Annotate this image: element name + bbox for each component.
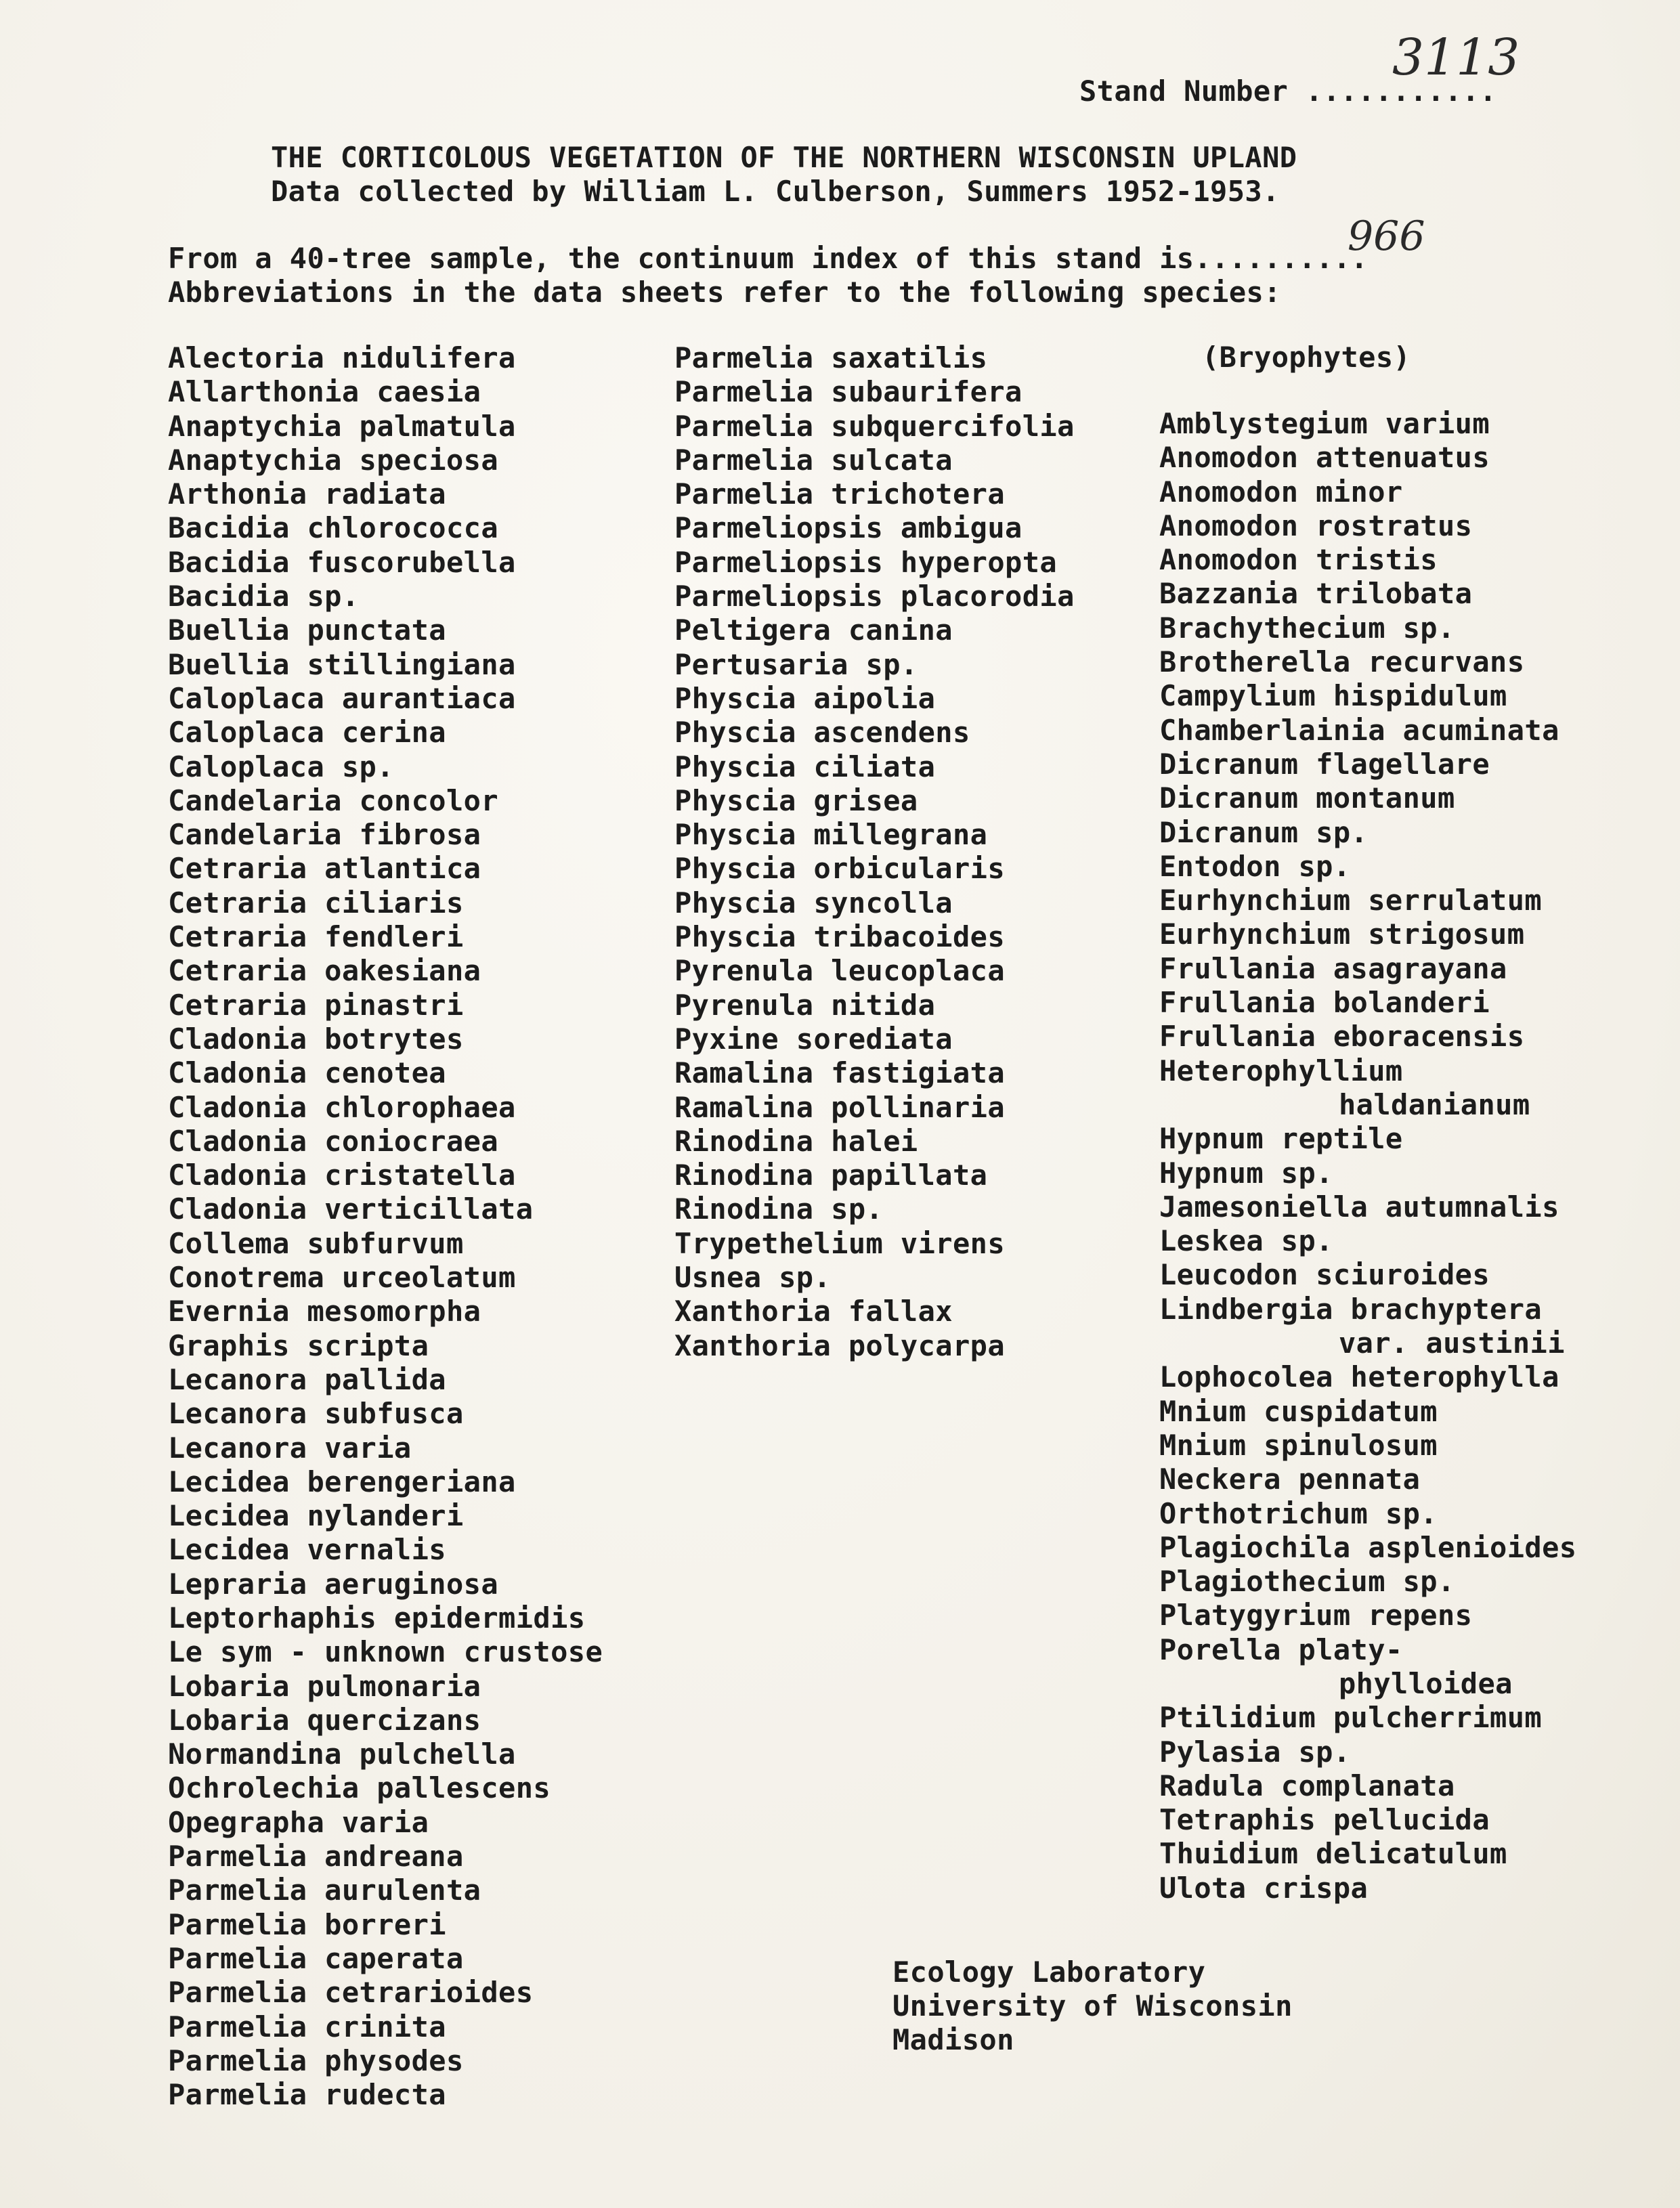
species-list-item: Lepraria aeruginosa — [168, 1567, 499, 1601]
bryophyte-list-item: Leskea sp. — [1159, 1224, 1333, 1258]
species-list-item: Candelaria concolor — [168, 783, 499, 817]
species-list-item: Cetraria oakesiana — [168, 954, 481, 988]
bryophyte-list-item: Dicranum flagellare — [1159, 747, 1490, 781]
bryophyte-list-item: Lophocolea heterophylla — [1159, 1360, 1559, 1394]
species-list-item: Parmelia rudecta — [168, 2078, 446, 2112]
footer-line: Ecology Laboratory — [892, 1955, 1206, 1989]
species-list-item: Lobaria quercizans — [168, 1703, 481, 1737]
species-list-item: Buellia stillingiana — [168, 647, 516, 681]
species-list-item: Parmelia subquercifolia — [674, 409, 1075, 443]
species-list-item: Lecidea nylanderi — [168, 1499, 464, 1533]
species-list-item: Physcia aipolia — [674, 681, 936, 715]
species-column-1 — [168, 341, 603, 2112]
document-subtitle: Data collected by William L. Culberson, Summers 1952-1953. — [271, 175, 1280, 208]
bryophytes-heading: (Bryophytes) — [1202, 341, 1411, 374]
species-list-item: Arthonia radiata — [168, 477, 446, 511]
bryophyte-list-item: Ulota crispa — [1159, 1871, 1369, 1905]
stand-number-label: Stand Number ........... — [1079, 74, 1497, 108]
document-title: THE CORTICOLOUS VEGETATION OF THE NORTHERN WISCONSIN UPLAND — [271, 141, 1297, 174]
bryophyte-list-item: Thuidium delicatulum — [1159, 1837, 1507, 1871]
species-list-item: Parmeliopsis ambigua — [674, 511, 1022, 545]
species-list-item: Caloplaca cerina — [168, 716, 446, 750]
species-list-item: Rinodina sp. — [674, 1192, 884, 1226]
species-list-item: Parmelia caperata — [168, 1941, 464, 1975]
species-list-item: Caloplaca aurantiaca — [168, 681, 516, 715]
species-list-item: Lecidea berengeriana — [168, 1465, 516, 1498]
bryophyte-list-item: Leucodon sciuroides — [1159, 1258, 1490, 1292]
species-list-item: Bacidia sp. — [168, 580, 360, 613]
species-list-item: Physcia orbicularis — [674, 852, 1006, 886]
bryophyte-list-item: Frullania eboracensis — [1159, 1020, 1525, 1054]
bryophyte-list-item: Platygyrium repens — [1159, 1599, 1473, 1632]
species-list-item: Parmelia subaurifera — [674, 375, 1022, 409]
bryophyte-list-item: Anomodon attenuatus — [1159, 441, 1490, 475]
bryophyte-list-item: Heterophyllium — [1159, 1054, 1403, 1087]
species-list-item: Lecanora subfusca — [168, 1397, 464, 1431]
bryophyte-list-item: Mnium spinulosum — [1159, 1428, 1438, 1462]
species-list-item: Bacidia fuscorubella — [168, 545, 516, 579]
bryophyte-list-item: Dicranum sp. — [1159, 815, 1369, 849]
species-list-item: Cetraria atlantica — [168, 852, 481, 886]
species-list-item: Physcia millegrana — [674, 818, 988, 852]
species-column-2 — [674, 341, 1075, 1363]
species-list-item: Cladonia coniocraea — [168, 1124, 499, 1158]
bryophyte-list-item: Anomodon minor — [1159, 475, 1403, 508]
species-list-item: Cladonia verticillata — [168, 1192, 534, 1226]
species-list-item: Graphis scripta — [168, 1328, 429, 1362]
species-list-item: Caloplaca sp. — [168, 750, 394, 783]
footer-address — [892, 1955, 1293, 2057]
species-list-item: Parmeliopsis placorodia — [674, 580, 1075, 613]
stand-number-handwritten: 3113 — [1392, 28, 1520, 87]
bryophyte-list-item: Anomodon rostratus — [1159, 508, 1473, 542]
species-list-item: Lecidea vernalis — [168, 1533, 446, 1567]
species-list-item: Parmelia trichotera — [674, 477, 1006, 511]
species-list-item: Peltigera canina — [674, 613, 953, 647]
species-list-item: Cladonia chlorophaea — [168, 1090, 516, 1124]
species-list-item: Conotrema urceolatum — [168, 1261, 516, 1295]
species-list-item: Parmelia crinita — [168, 2010, 446, 2043]
species-list-item: Pertusaria sp. — [674, 647, 918, 681]
bryophyte-list-item: Amblystegium varium — [1159, 407, 1490, 440]
bryophyte-list-item: Radula complanata — [1159, 1769, 1455, 1802]
species-list-item: Cladonia botrytes — [168, 1022, 464, 1056]
bryophyte-list-item: Ptilidium pulcherrimum — [1159, 1701, 1543, 1735]
species-list-item: Physcia tribacoides — [674, 920, 1006, 954]
bryophyte-list-item: Entodon sp. — [1159, 849, 1351, 883]
bryophyte-list-item: Orthotrichum sp. — [1159, 1496, 1438, 1530]
bryophyte-list-item: Brachythecium sp. — [1159, 611, 1455, 645]
bryophyte-list-item: Dicranum montanum — [1159, 781, 1455, 815]
species-list-item: Parmelia sulcata — [674, 443, 953, 477]
bryophyte-list-item: Plagiochila asplenioides — [1159, 1530, 1577, 1564]
species-list-item: Anaptychia speciosa — [168, 443, 499, 477]
species-list-item: Physcia ciliata — [674, 750, 936, 783]
species-list-item: Xanthoria polycarpa — [674, 1328, 1006, 1362]
abbreviations-note: Abbreviations in the data sheets refer to the following species: — [168, 276, 1281, 309]
bryophyte-list-item: Eurhynchium serrulatum — [1159, 884, 1543, 917]
bryophyte-list-item: var. austinii — [1339, 1326, 1565, 1360]
species-list-item: Lobaria pulmonaria — [168, 1669, 481, 1703]
bryophyte-list-item: Bazzania trilobata — [1159, 577, 1473, 611]
footer-line: Madison — [892, 2023, 1014, 2056]
bryophyte-list-item: Hypnum reptile — [1159, 1122, 1403, 1156]
species-list-item: Usnea sp. — [674, 1261, 832, 1295]
bryophyte-list-item: Eurhynchium strigosum — [1159, 917, 1525, 951]
species-list-item: Cetraria pinastri — [168, 988, 464, 1022]
bryophyte-list-item: Tetraphis pellucida — [1159, 1803, 1490, 1837]
species-list-item: Parmelia borreri — [168, 1907, 446, 1941]
species-list-item: Lecanora pallida — [168, 1362, 446, 1396]
species-list-item: Pyxine sorediata — [674, 1022, 953, 1056]
species-list-item: Trypethelium virens — [674, 1226, 1006, 1260]
bryophyte-list-item: Lindbergia brachyptera — [1159, 1292, 1543, 1326]
bryophyte-list-item: Anomodon tristis — [1159, 543, 1438, 577]
bryophyte-list-item: Brotherella recurvans — [1159, 645, 1525, 679]
bryophyte-list-item: phylloidea — [1339, 1666, 1513, 1700]
species-list-item: Parmelia andreana — [168, 1840, 464, 1874]
species-list-item: Candelaria fibrosa — [168, 818, 481, 852]
species-list-item: Buellia punctata — [168, 613, 446, 647]
species-list-item: Lecanora varia — [168, 1431, 412, 1465]
species-list-item: Parmelia aurulenta — [168, 1874, 481, 1907]
continuum-index-label: From a 40-tree sample, the continuum index of this stand is.......... — [168, 242, 1369, 275]
species-list-item: Evernia mesomorpha — [168, 1295, 481, 1328]
species-list-item: Leptorhaphis epidermidis — [168, 1601, 586, 1635]
species-list-item: Parmelia saxatilis — [674, 341, 988, 374]
species-list-item: Rinodina halei — [674, 1124, 918, 1158]
bryophyte-list-item: Pylasia sp. — [1159, 1735, 1351, 1769]
footer-line: University of Wisconsin — [892, 1989, 1293, 2022]
species-list-item: Le sym - unknown crustose — [168, 1635, 603, 1669]
species-list-item: Parmelia cetrarioides — [168, 1976, 534, 2010]
species-list-item: Physcia grisea — [674, 783, 918, 817]
species-list-item: Ramalina fastigiata — [674, 1056, 1006, 1090]
bryophyte-list-item: Frullania bolanderi — [1159, 986, 1490, 1020]
species-list-item: Collema subfurvum — [168, 1226, 464, 1260]
species-list-item: Parmelia physodes — [168, 2043, 464, 2077]
bryophyte-list-item: Mnium cuspidatum — [1159, 1394, 1438, 1428]
species-list-item: Xanthoria fallax — [674, 1295, 953, 1328]
bryophyte-list-item: Chamberlainia acuminata — [1159, 713, 1559, 747]
continuum-index-handwritten: 966 — [1348, 213, 1425, 260]
species-list-item: Cetraria fendleri — [168, 920, 464, 954]
species-list-item: Allarthonia caesia — [168, 375, 481, 409]
bryophyte-list-item: Porella platy- — [1159, 1632, 1403, 1666]
species-list-item: Pyrenula leucoplaca — [674, 954, 1006, 988]
species-list-item: Cladonia cenotea — [168, 1056, 446, 1090]
species-list-item: Bacidia chlorococca — [168, 511, 499, 545]
species-list-item: Ramalina pollinaria — [674, 1090, 1006, 1124]
bryophyte-list-item: Jamesoniella autumnalis — [1159, 1190, 1559, 1224]
species-list-item: Opegrapha varia — [168, 1805, 429, 1839]
species-list-item: Rinodina papillata — [674, 1159, 988, 1192]
species-list-item: Alectoria nidulifera — [168, 341, 516, 374]
bryophyte-list-item: Hypnum sp. — [1159, 1156, 1333, 1190]
species-list-item: Cetraria ciliaris — [168, 886, 464, 919]
species-list-item: Anaptychia palmatula — [168, 409, 516, 443]
species-list-item: Parmeliopsis hyperopta — [674, 545, 1058, 579]
species-list-item: Pyrenula nitida — [674, 988, 936, 1022]
bryophyte-list-item: haldanianum — [1339, 1087, 1530, 1121]
bryophyte-list-item: Campylium hispidulum — [1159, 679, 1507, 713]
species-list-item: Ochrolechia pallescens — [168, 1771, 551, 1805]
bryophyte-list-item: Plagiothecium sp. — [1159, 1565, 1455, 1599]
bryophytes-column — [1159, 407, 1576, 1905]
species-list-item: Normandina pulchella — [168, 1737, 516, 1771]
species-list-item: Physcia syncolla — [674, 886, 953, 919]
bryophyte-list-item: Neckera pennata — [1159, 1463, 1421, 1496]
bryophyte-list-item: Frullania asagrayana — [1159, 951, 1507, 985]
species-list-item: Cladonia cristatella — [168, 1159, 516, 1192]
species-list-item: Physcia ascendens — [674, 716, 970, 750]
